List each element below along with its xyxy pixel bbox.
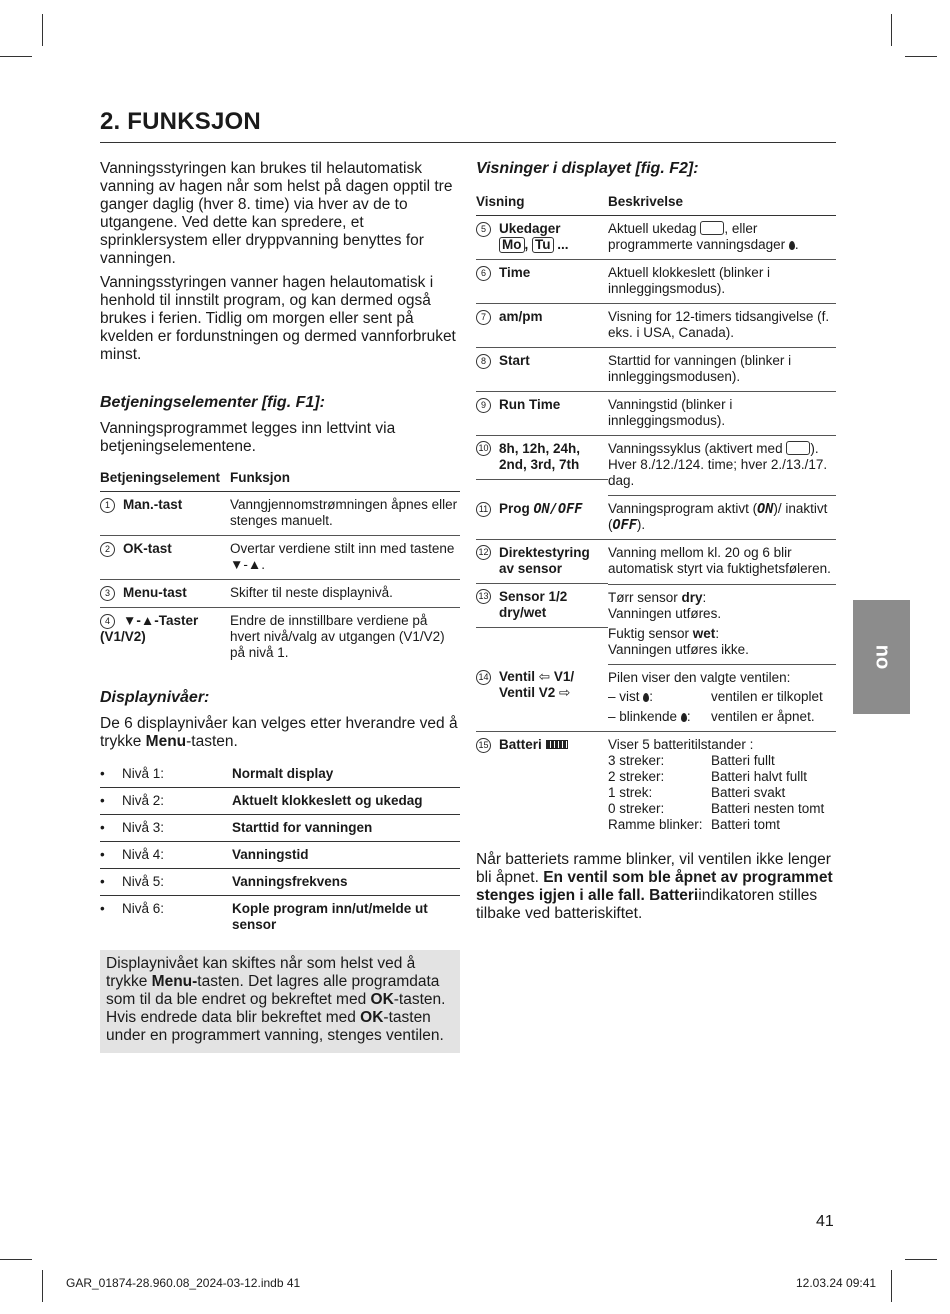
row-number: 6 — [476, 266, 491, 281]
note-text: -tasten. Hvis endrede data blir bekreftet med — [106, 991, 446, 1026]
display-item-name: Ventil V2 — [499, 685, 556, 700]
battery-state-value: Batteri svakt — [711, 784, 786, 800]
bullet: • — [100, 815, 122, 842]
sensor-text: : — [715, 625, 720, 641]
level-value: Normalt display — [232, 761, 460, 788]
left-column — [100, 160, 460, 1053]
battery-state-value: Batteri halvt fullt — [711, 768, 808, 784]
language-tab — [853, 600, 910, 714]
water-drop-icon — [643, 693, 649, 702]
display-item-desc: , eller programmerte vanningsdager — [608, 221, 789, 252]
display-item-desc: Aktuell ukedag — [608, 221, 701, 236]
weekday-box: Mo — [499, 237, 525, 253]
control-desc: Overtar verdiene stilt inn med tastene ▼-▲. — [230, 536, 460, 580]
crop-mark — [891, 1270, 892, 1302]
list-item — [100, 842, 460, 869]
crop-mark — [0, 56, 32, 57]
display-item-desc: Viser 5 batteritilstander : — [608, 736, 754, 752]
display-item-desc: Vanningstid (blinker i innleggingsmodus). — [608, 392, 836, 436]
row-number: 9 — [476, 398, 491, 413]
table-row: 5 Ukedager Mo , Tu ... Aktuell ukedag , eller programmerte vanningsdager . — [476, 216, 836, 260]
row-number: 10 — [476, 441, 491, 456]
sensor-text: Fuktig sensor — [608, 625, 693, 641]
lcd-off-text: OFF — [557, 500, 583, 517]
note-key: OK — [360, 1009, 384, 1026]
display-item-name: Batteri — [499, 736, 542, 752]
battery-state-key: Ramme blinker: — [608, 816, 703, 832]
note-key: Menu- — [151, 973, 198, 990]
table-row — [476, 260, 836, 304]
page-number: 41 — [816, 1213, 834, 1230]
table-row — [476, 584, 836, 664]
lcd-on-text: ON — [533, 500, 550, 517]
list-item — [100, 788, 460, 815]
sensor-wet — [608, 626, 836, 658]
right-column — [476, 160, 836, 929]
lcd-separator: / — [549, 500, 558, 517]
levels-heading: Displaynivåer: — [100, 689, 210, 706]
valve-option — [608, 689, 836, 705]
battery-state — [608, 785, 836, 801]
controls-intro: Vanningsprogrammet legges inn lettvint via betjeningselementene. — [100, 420, 396, 455]
levels-intro-text: De 6 displaynivåer kan velges etter hverandre ved å trykke — [100, 715, 458, 750]
valve-option-value: ventilen er åpnet. — [711, 708, 815, 724]
valve-option-label: – blinkende — [608, 708, 681, 724]
display-item-desc: Vanningssyklus (aktivert med — [608, 441, 787, 456]
display-item-name: Prog — [499, 500, 530, 516]
battery-state — [608, 753, 836, 769]
table-row — [476, 436, 836, 496]
row-number: 12 — [476, 545, 491, 560]
sensor-state: dry — [681, 589, 703, 605]
list-item — [100, 761, 460, 788]
note-key: OK — [370, 991, 394, 1008]
table-row — [476, 304, 836, 348]
levels-intro-text: -tasten. — [186, 733, 238, 750]
frame-icon — [700, 221, 724, 235]
row-number: 15 — [476, 738, 491, 753]
display-item-name: Start — [499, 353, 530, 368]
battery-state-value: Batteri tomt — [711, 816, 781, 832]
display-item-name: Ventil — [499, 669, 536, 684]
bullet: • — [100, 842, 122, 869]
control-desc: Vanngjennomstrømningen åpnes eller stenges manuelt. — [230, 492, 460, 536]
controls-col-header: Betjeningselement — [100, 466, 230, 492]
valve-option-key: – blinkende : — [608, 708, 691, 724]
display-item-desc: Aktuell klokkeslett (blinker i innleggingsmodus). — [608, 260, 836, 304]
display-item-desc: Pilen viser den valgte ventilen: — [608, 669, 791, 685]
level-label: Nivå 3: — [122, 815, 232, 842]
frame-icon — [786, 441, 810, 455]
display-item-name: am/pm — [499, 309, 543, 324]
levels-intro-key: Menu — [145, 733, 187, 750]
section-heading: 2. FUNKSJON — [100, 108, 836, 143]
row-number: 3 — [100, 586, 115, 601]
display-item-desc: Starttid for vanningen (blinker i innleggingsmodusen). — [608, 348, 836, 392]
controls-table — [100, 466, 460, 667]
battery-state-value: Batteri fullt — [711, 752, 775, 768]
valve-option-label: – vist — [608, 688, 644, 704]
water-drop-icon — [789, 241, 795, 250]
level-label: Nivå 4: — [122, 842, 232, 869]
row-number: 7 — [476, 310, 491, 325]
crop-mark — [0, 1259, 32, 1260]
sensor-text: : — [702, 589, 707, 605]
display-table — [476, 190, 836, 839]
valve-option-key: – vist : — [608, 688, 654, 704]
row-number: 14 — [476, 670, 491, 685]
table-row — [476, 392, 836, 436]
valve-option — [608, 709, 836, 725]
battery-note-bold: En ventil som ble åpnet av programmet stenges igjen i alle fall. Batteri — [476, 868, 833, 904]
table-row — [476, 540, 836, 585]
table-row — [476, 496, 836, 540]
battery-state — [608, 817, 836, 833]
control-name: OK-tast — [123, 541, 172, 556]
sensor-dry — [608, 590, 836, 622]
row-number: 1 — [100, 498, 115, 513]
battery-state-key: 1 strek: — [608, 784, 653, 800]
water-drop-icon — [681, 713, 687, 722]
bullet: • — [100, 869, 122, 896]
control-name: ▼-▲-Taster (V1/V2) — [100, 613, 199, 644]
table-row — [100, 580, 460, 608]
level-value: Vanningsfrekvens — [232, 869, 460, 896]
row-number: 5 — [476, 222, 491, 237]
level-value: Aktuelt klokkeslett og ukedag — [232, 788, 460, 815]
intro-paragraph-1: Vanningsstyringen kan brukes til helautomatisk vanning av hagen når som helst på dagen opptil tre ganger daglig (hver 8. time) via hver av de to utgangene. Ved dette kan spredere, et sprinklersystem eller dryppvanning benyttes for vanningen. — [100, 160, 453, 267]
display-item-name: V1/ — [553, 669, 575, 684]
sensor-state: wet — [692, 625, 716, 641]
info-note — [100, 950, 460, 1053]
level-label: Nivå 2: — [122, 788, 232, 815]
controls-heading: Betjeningselementer [fig. F1]: — [100, 394, 325, 411]
battery-state-key: 0 streker: — [608, 800, 665, 816]
display-item-name: 8h, 12h, 24h, 2nd, 3rd, 7th — [499, 441, 581, 472]
controls-col-header: Funksjon — [230, 466, 460, 492]
control-name: Man.-tast — [123, 497, 183, 512]
table-row — [476, 731, 836, 839]
sensor-text: Vanningen utføres. — [608, 605, 722, 621]
display-col-header: Beskrivelse — [608, 190, 836, 216]
display-heading: Visninger i displayet [fig. F2]: — [476, 160, 699, 177]
lcd-on-text: ON — [757, 501, 774, 517]
weekday-box: Tu — [532, 237, 554, 253]
row-number: 13 — [476, 589, 491, 604]
arrow-left-icon: ⇦ — [538, 669, 551, 684]
display-item-name: Sensor 1/2 dry/wet — [499, 589, 568, 620]
arrow-right-icon: ⇨ — [559, 685, 571, 700]
table-row — [100, 608, 460, 668]
lcd-off-text: OFF — [612, 517, 637, 533]
note-text: tasten. Det lagres alle programdata som til da ble endret og bekreftet med — [106, 973, 440, 1008]
level-label: Nivå 6: — [122, 901, 165, 916]
list-item — [100, 869, 460, 896]
display-item-name: Direktestyring av sensor — [499, 545, 590, 576]
sensor-text: Vanningen utføres ikke. — [608, 641, 749, 657]
display-item-desc: ). Hver 8./12./124. time; hver 2./13./17. dag. — [608, 441, 828, 488]
bullet: • — [100, 788, 122, 815]
battery-state-value: Batteri nesten tomt — [711, 800, 825, 816]
bullet: • — [100, 901, 105, 916]
display-item-desc: Vanning mellom kl. 20 og 6 blir automatisk styrt via fuktighetsføleren. — [608, 540, 836, 585]
battery-state-key: 2 streker: — [608, 768, 665, 784]
display-item-name: Ukedager — [499, 221, 561, 236]
control-desc: Skifter til neste displaynivå. — [230, 580, 460, 608]
levels-list — [100, 761, 460, 938]
display-item-name: Run Time — [499, 397, 561, 412]
crop-mark — [891, 14, 892, 46]
level-value: Starttid for vanningen — [232, 815, 460, 842]
crop-mark — [42, 14, 43, 46]
level-value: Kople program inn/ut/melde ut sensor — [232, 901, 428, 932]
level-label: Nivå 1: — [122, 761, 232, 788]
battery-state — [608, 801, 836, 817]
row-number: 2 — [100, 542, 115, 557]
note-text: -tasten under en programmert vanning, stenges ventilen. — [106, 1009, 444, 1044]
footer-filename: GAR_01874-28.960.08_2024-03-12.indb 41 — [66, 1276, 301, 1290]
bullet: • — [100, 761, 122, 788]
table-row — [476, 664, 836, 731]
row-number: 11 — [476, 502, 491, 517]
list-item — [100, 815, 460, 842]
ellipsis: ... — [557, 237, 569, 252]
row-number: 4 — [100, 614, 115, 629]
footer-timestamp: 12.03.24 09:41 — [796, 1276, 877, 1290]
battery-note-text: indikatoren stilles tilbake ved batteriskiftet. — [476, 886, 818, 922]
control-desc: Endre de innstillbare verdiene på hvert nivå/valg av utgangen (V1/V2) på nivå 1. — [230, 613, 445, 660]
battery-note-text: Når batteriets ramme blinker, vil ventilen ikke lenger bli åpnet. — [476, 850, 831, 886]
display-col-header: Visning — [476, 190, 608, 216]
sensor-text: Tørr sensor — [608, 589, 682, 605]
battery-state-key: 3 streker: — [608, 752, 665, 768]
intro-paragraph-2: Vanningsstyringen vanner hagen helautomatisk i henhold til innstilt program, og kan dermed også brukes i ferien. Tidlig om morgen eller sent på kvelden er fordunstningen og dermed vannforbruket minst. — [100, 274, 456, 363]
valve-option-value: ventilen er tilkoplet — [711, 688, 823, 704]
language-code: no — [871, 644, 893, 670]
table-row — [100, 492, 460, 536]
control-name: Menu-tast — [123, 585, 187, 600]
display-item-desc: Visning for 12-timers tidsangivelse (f. eks. i USA, Canada). — [608, 304, 836, 348]
crop-mark — [905, 56, 937, 57]
display-item-desc: ). — [636, 517, 646, 532]
level-label: Nivå 5: — [122, 869, 232, 896]
note-text: Displaynivået kan skiftes når som helst ved å trykke — [106, 955, 416, 990]
list-item — [100, 896, 460, 939]
display-item-desc: )/ inaktivt ( — [608, 501, 828, 532]
display-item-desc: Vanningsprogram aktivt ( — [608, 501, 758, 516]
table-row — [100, 536, 460, 580]
display-item-name: Time — [499, 265, 531, 280]
battery-note — [476, 851, 836, 923]
table-row — [476, 348, 836, 392]
level-value: Vanningstid — [232, 842, 460, 869]
crop-mark — [42, 1270, 43, 1302]
levels-intro — [100, 715, 460, 751]
crop-mark — [905, 1259, 937, 1260]
battery-icon — [546, 740, 568, 749]
battery-state — [608, 769, 836, 785]
row-number: 8 — [476, 354, 491, 369]
